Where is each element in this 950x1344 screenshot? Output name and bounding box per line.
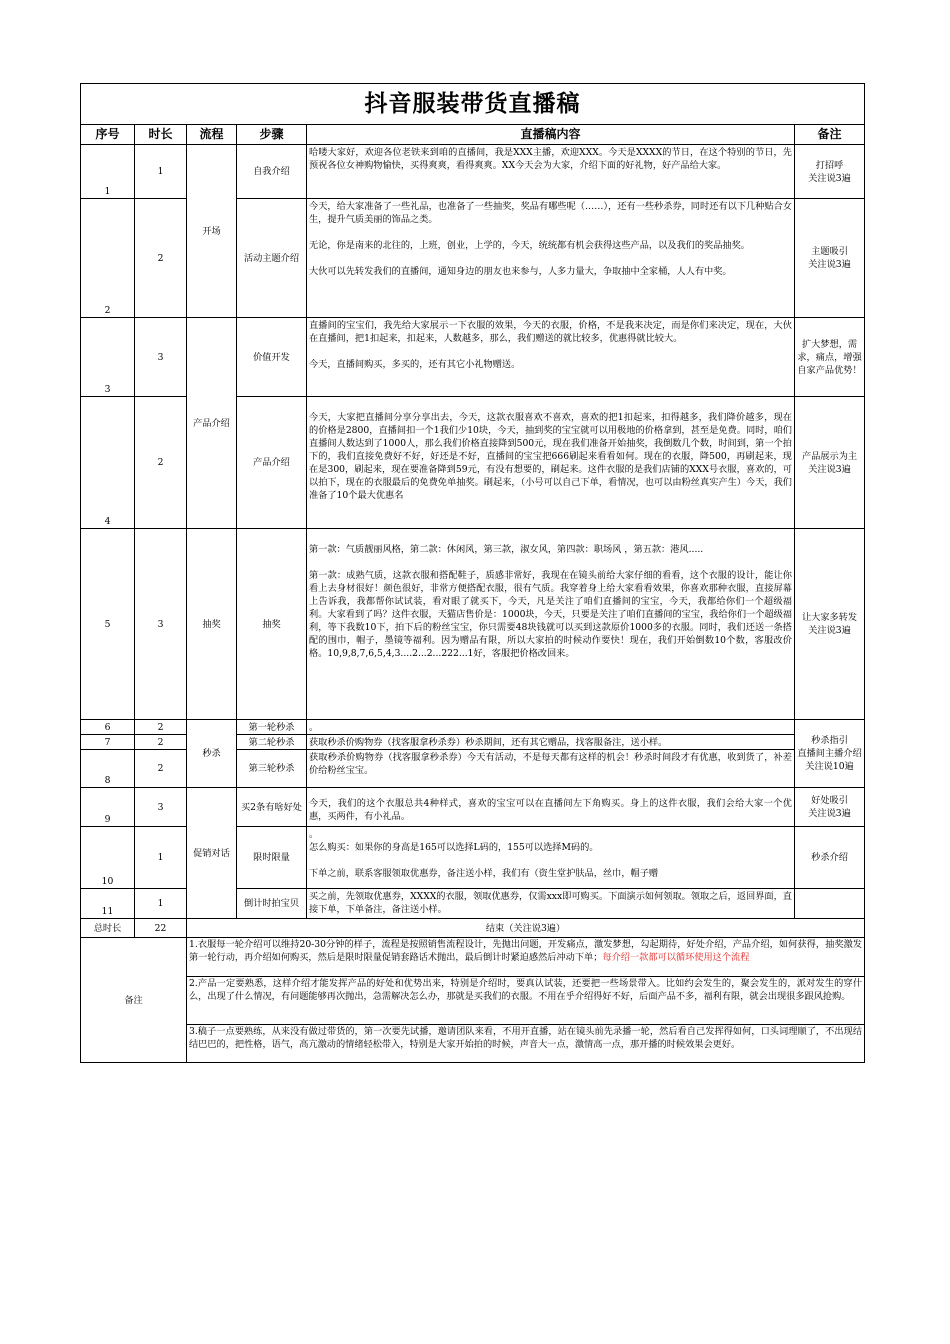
stage-miaosha: 秒杀: [187, 720, 237, 788]
row-no: 2: [81, 199, 135, 318]
total-value: 22: [135, 919, 187, 938]
table-row: [81, 318, 865, 397]
row-duration: 2: [135, 199, 187, 318]
row-content: 获取秒杀价购物券（找客服拿秒杀券）秒杀期间，还有其它赠品，找客服备注，送小样。: [307, 735, 795, 750]
row-duration: 3: [135, 788, 187, 827]
row-content: 第一款：气质靓丽风格，第二款：休闲风，第三款，淑女风，第四款：职场风 ，第五款：港风..... 第一款：成熟气质，这款衣服和搭配鞋子，质感非常好，我现在在镜头前给大家仔细的看看，这个衣服的设计，能让你看上去身材很好！颜色很好，非常方便搭配衣服，很有气质。我穿着身上给大家看看效果，你喜欢那种衣服，直接屏幕上告诉我，我都帮你试试装，看对眼了就买下，今天，凡是关注了咱们直播间的宝宝，今天，我都给你们一个超级福利。大家看到了吗？这件衣服，天猫店售价是：1000块，今天，只要是关注了咱们直播间的宝宝，我给你们一个超级福利，等下我数10下，拍下后的粉丝宝宝，你只需要48块钱就可以买到这款原价1000多的衣服。同时，我们还送一条搭配的围巾，帽子，墨镜等福利。因为赠品有限，所以大家拍的时候动作要快！现在，我们开始倒数10个数，客服改价格。10,9,8,7,6,5,4,3....2...2...222...1好，客服把价格改回来。: [307, 529, 795, 720]
row-duration: 2: [135, 735, 187, 750]
header-row: [81, 125, 865, 145]
row-content: 。 怎么购买：如果你的身高是165可以选择L码的，155可以选择M码的。 下单之前，联系客服领取优惠券，备注送小样，我们有（资生堂护肤品，丝巾，帽子赠: [307, 827, 795, 889]
row-note: 主题吸引 关注说3遍: [795, 199, 865, 318]
row-content: 获取秒杀价购物券（找客服拿秒杀券）今天有活动，不是每天都有这样的机会！秒杀时间段才有优惠，收到货了，补差价给粉丝宝宝。: [307, 750, 795, 788]
row-duration: 2: [135, 397, 187, 529]
header-duration: 时长: [135, 125, 187, 145]
row-no: 8: [81, 750, 135, 788]
header-stage: 流程: [187, 125, 237, 145]
row-content: 。: [307, 720, 795, 735]
row-step: 限时限量: [237, 827, 307, 889]
row-step: 第二轮秒杀: [237, 735, 307, 750]
remark-item: 1.衣服每一轮介绍可以维持20-30分钟的样子，流程是按照销售流程设计，先抛出问题，开发痛点，激发梦想，勾起期待，好处介绍，产品介绍，如何获得，抽奖激发第一轮行动，再介绍如何购买，然后是限时限量促销套路话术抛出，最后倒计时紧迫感然后冲动下单；每介绍一款都可以循环使用这个流程: [187, 938, 865, 977]
row-step: 倒计时拍宝贝: [237, 889, 307, 919]
remark-item: 2.产品一定要熟悉，这样介绍才能发挥产品的好处和优势出来，特别是介绍时，要真认试装，还要把一些场景带入。比如约会发生的，聚会发生的，派对发生的穿什么，出现了什么情况，有问题能够再次抛出，急需解决怎么办，那就是买我们的衣服。不用在乎介绍得好不好，后面产品不多，福利有限，就会出现很多跟风抢购。: [187, 977, 865, 1025]
script-table: [80, 83, 865, 1063]
remark-row: [81, 1025, 865, 1063]
row-note: 打招呼 关注说3遍: [795, 145, 865, 199]
row-note: 扩大梦想，需求，痛点，增强自家产品优势！: [795, 318, 865, 397]
row-duration: 2: [135, 720, 187, 735]
row-duration: 3: [135, 318, 187, 397]
row-no: 6: [81, 720, 135, 735]
table-row: [81, 529, 865, 720]
table-row: [81, 788, 865, 827]
header-content: 直播稿内容: [307, 125, 795, 145]
row-duration: 2: [135, 750, 187, 788]
row-no: 7: [81, 735, 135, 750]
row-note: 让大家多转发 关注说3遍: [795, 529, 865, 720]
row-duration: 1: [135, 145, 187, 199]
total-end: 结束（关注说3遍）: [187, 919, 865, 938]
stage-kaichang: 开场: [187, 145, 237, 318]
row-note: 产品展示为主 关注说3遍: [795, 397, 865, 529]
row-step: 自我介绍: [237, 145, 307, 199]
row-step: 产品介绍: [237, 397, 307, 529]
page-title: 抖音服装带货直播稿: [81, 84, 865, 125]
table-row: [81, 720, 865, 735]
row-content: 哈喽大家好，欢迎各位老铁来到咱的直播间，我是XXX主播，欢迎XXX。今天是XXXX的节日，在这个特别的节日，先预祝各位女神购物愉快，买得爽爽，看得爽爽。XX今天会为大家，介绍下面的好礼物，好产品给大家。: [307, 145, 795, 199]
header-no: 序号: [81, 125, 135, 145]
row-step: 活动主题介绍: [237, 199, 307, 318]
row-step: 第三轮秒杀: [237, 750, 307, 788]
row-content: 今天，大家把直播间分享分享出去，今天，这款衣服喜欢不喜欢，喜欢的把1扣起来，扣得越多，我们降价越多，现在的价格是2800，直播间扣一个1我们少10块，今天，抽到奖的宝宝就可以用极地的价格拿到，甚至是免费。同时，咱们直播间人数达到了1000人，那么我们价格直接降到500元，现在我们准备开始抽奖，我倒数几个数，时间到，第一个拍下的，我们直接免费好不好，好还是不好，直播间的宝宝把666刷起来看看如何。现在的衣服，降500，再刷起来，现在是300，刷起来，现在要准备降到59元，有没有想要的，刷起来。这件衣服的是我们店铺的XXX号衣服，喜欢的，可以拍下，现在的衣服最后的免费免单抽奖。刷起来，（小号可以自己下单，看情况，也可以由粉丝真实产生）今天，我们准备了10个最大优惠名: [307, 397, 795, 529]
row-duration: 3: [135, 529, 187, 720]
row-note: 秒杀指引 直播间主播介绍 关注说10遍: [795, 720, 865, 788]
total-row: [81, 919, 865, 938]
script-sheet: [80, 83, 864, 1062]
row-no: 4: [81, 397, 135, 529]
stage-choujiang: 抽奖: [187, 529, 237, 720]
row-step: 价值开发: [237, 318, 307, 397]
remark-highlight: 每介绍一款都可以循环使用这个流程: [602, 952, 750, 963]
row-step: 抽奖: [237, 529, 307, 720]
row-content: 直播间的宝宝们，我先给大家展示一下衣服的效果，今天的衣服，价格，不是我来决定，而是你们来决定，现在，大伙在直播间，把1扣起来，扣起来，人数越多，那么，我们赠送的就比较多，优惠得就比较大。 今天，直播间购买，多买的，还有其它小礼物赠送。: [307, 318, 795, 397]
row-no: 11: [81, 889, 135, 919]
row-duration: 1: [135, 889, 187, 919]
header-step: 步骤: [237, 125, 307, 145]
stage-cuxiao: 促销对话: [187, 788, 237, 919]
header-note: 备注: [795, 125, 865, 145]
table-row: [81, 145, 865, 199]
row-no: 10: [81, 827, 135, 889]
row-no: 5: [81, 529, 135, 720]
remarks-label: 备注: [81, 938, 187, 1063]
stage-chanpin: 产品介绍: [187, 318, 237, 529]
row-duration: 1: [135, 827, 187, 889]
remark-item: 3.稿子一点要熟练，从来没有做过带货的，第一次要先试播，邀请团队来看，不用开直播，站在镜头前先录播一轮，然后看自己发挥得如何，口头词理顺了，不出现结结巴巴的，把性格，语气，高亢激动的情绪轻松带入，特别是大家开始拍的时候，声音大一点，激情高一点，那开播的时候效果会更好。: [187, 1025, 865, 1063]
row-no: 1: [81, 145, 135, 199]
row-no: 3: [81, 318, 135, 397]
row-note-empty: [795, 889, 865, 919]
row-no: 9: [81, 788, 135, 827]
row-content: 今天，我们的这个衣服总共4种样式，喜欢的宝宝可以在直播间左下角购买。身上的这件衣服，我们会给大家一个优惠，买两件，有小礼品。: [307, 788, 795, 827]
row-step: 第一轮秒杀: [237, 720, 307, 735]
remark-row: [81, 977, 865, 1025]
row-note: 好处吸引 关注说3遍: [795, 788, 865, 827]
row-note: 秒杀介绍: [795, 827, 865, 889]
total-label: 总时长: [81, 919, 135, 938]
row-content: 买之前，先领取优惠券，XXXX的衣服，领取优惠券，仅需xxx即可购买。下面演示如何领取。领取之后，返回界面，直接下单，下单备注，备注送小样。: [307, 889, 795, 919]
row-content: 今天，给大家准备了一些礼品，也准备了一些抽奖，奖品有哪些呢（……），还有一些秒杀券，同时还有以下几种贴合女生，提升气质美丽的饰品之类。 无论，你是南来的北往的，上班，创业，上学的，今天，统统都有机会获得这些产品，以及我们的奖品抽奖。 大伙可以先转发我们的直播间，通知身边的朋友也来参与，人多力量大，争取抽中全家桶，人人有中奖。: [307, 199, 795, 318]
row-step: 买2条有啥好处: [237, 788, 307, 827]
remark-row: [81, 938, 865, 977]
